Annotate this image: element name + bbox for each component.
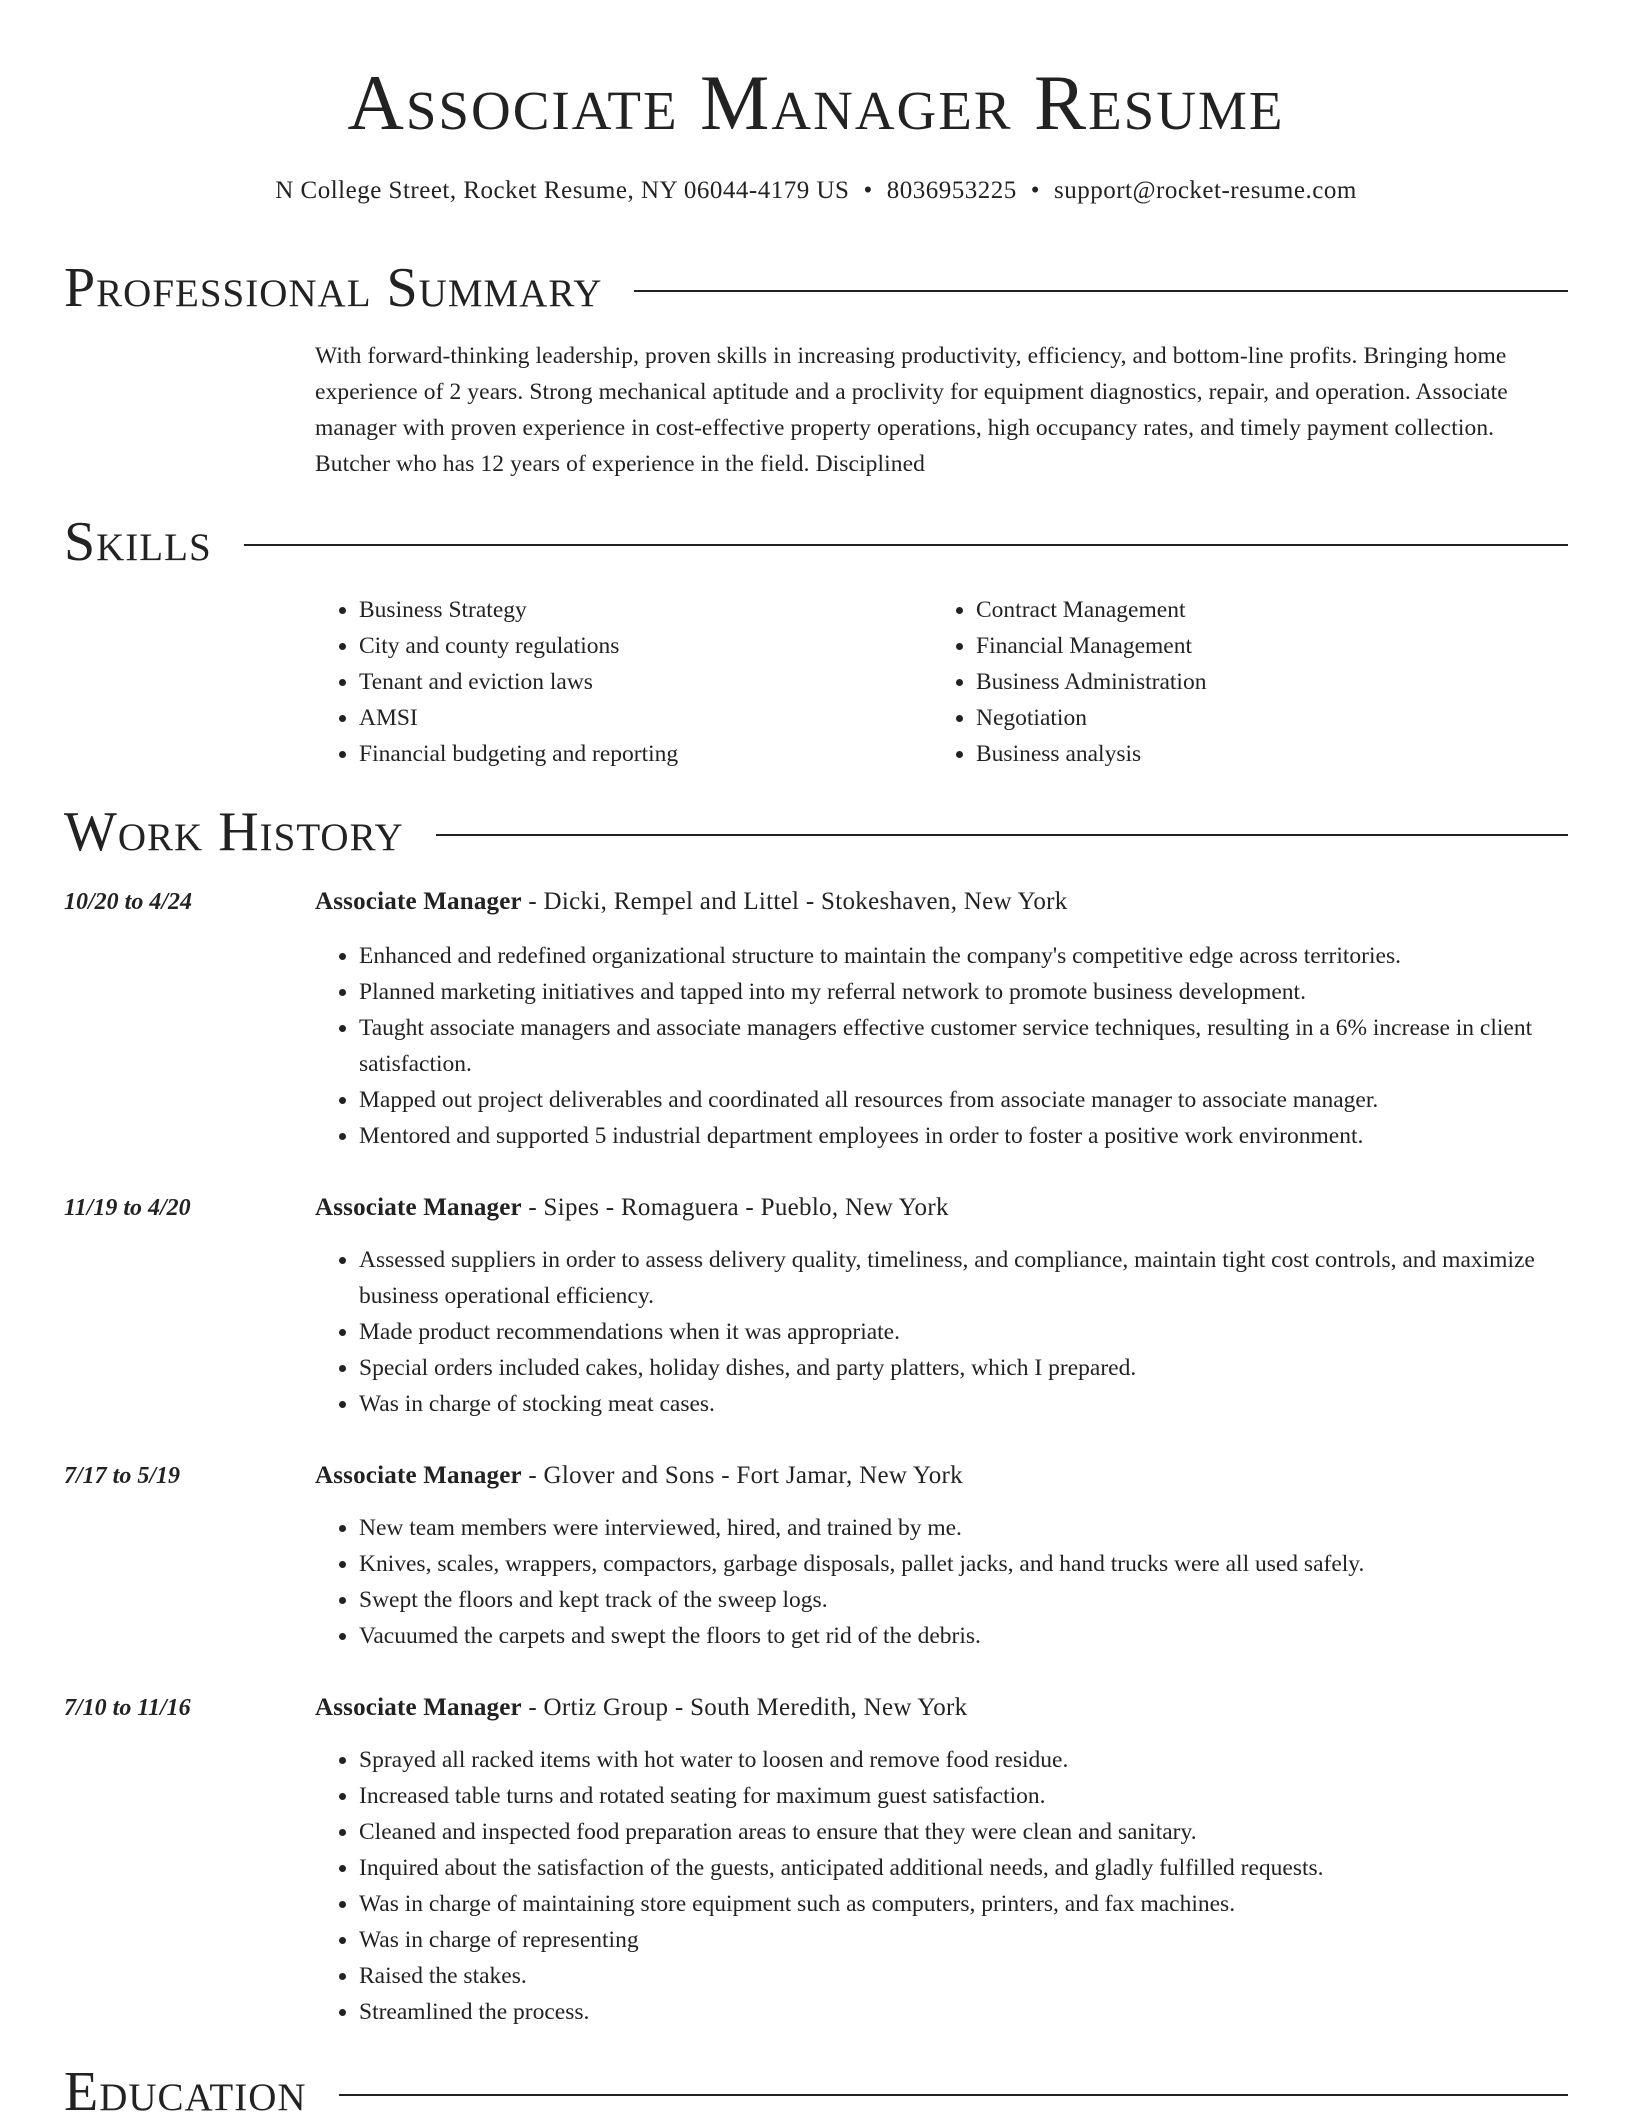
skill-item: • City and county regulations [359, 628, 932, 664]
contact-line [0, 176, 1632, 206]
skill-item: • Contract Management [976, 592, 1206, 628]
job-details: - Dicki, Rempel and Littel - Stokeshaven, New York [521, 888, 1068, 915]
job-bullet: • Made product recommendations when it was appropriate. [359, 1314, 1614, 1350]
job-bullet: • Increased table turns and rotated seating for maximum guest satisfaction. [359, 1778, 1614, 1814]
section-divider [436, 834, 1568, 836]
job-heading [315, 1690, 1570, 1726]
job-bullet: • Sprayed all racked items with hot water to loosen and remove food residue. [359, 1742, 1614, 1778]
section-heading-work-history [64, 802, 1568, 862]
section-title-summary: Professional Summary [64, 257, 603, 319]
job-details: - Ortiz Group - South Meredith, New York [521, 1694, 968, 1721]
job-heading [315, 1190, 1570, 1226]
skills-column-left [315, 592, 932, 772]
job-heading [315, 884, 1570, 920]
job-bullet: • Knives, scales, wrappers, compactors, garbage disposals, pallet jacks, and hand trucks were all used safely. [359, 1546, 1614, 1582]
job-details: - Sipes - Romaguera - Pueblo, New York [521, 1194, 949, 1221]
skill-item: • Business analysis [976, 736, 1206, 772]
section-title-education: Education [64, 2061, 307, 2123]
contact-separator: • [1030, 177, 1040, 204]
section-heading-summary [64, 258, 1568, 318]
summary-text: With forward-thinking leadership, proven skills in increasing productivity, efficiency, and bottom-line profits. Bringing home experience of 2 years. Strong mechanical aptitude and a proclivity for equipment diagnostics, repair, and operation. Associate manager with proven experience in cost-effective property operations, high occupancy rates, and timely payment collection. Butcher who has 12 years of experience in the field. Disciplined [315, 343, 1508, 477]
skill-item: • Business Administration [976, 664, 1206, 700]
section-title-work-history: Work History [64, 801, 404, 863]
skill-item: • Negotiation [976, 700, 1206, 736]
job-title: Associate Manager [315, 1462, 522, 1489]
job-bullet: • Raised the stakes. [359, 1958, 1614, 1994]
job-bullet: • Assessed suppliers in order to assess delivery quality, timeliness, and compliance, maintain tight cost controls, and maximize business operational efficiency. [359, 1242, 1614, 1314]
skill-item: • Financial budgeting and reporting [359, 736, 932, 772]
skill-item: • AMSI [359, 700, 932, 736]
job-bullet: • New team members were interviewed, hired, and trained by me. [359, 1510, 1614, 1546]
job-bullet: • Was in charge of representing [359, 1922, 1614, 1958]
job-bullet: • Was in charge of maintaining store equipment such as computers, printers, and fax machines. [359, 1886, 1614, 1922]
job-bullet: • Mentored and supported 5 industrial department employees in order to foster a positive work environment. [359, 1118, 1614, 1154]
job-heading [315, 1458, 1570, 1494]
skill-item: • Tenant and eviction laws [359, 664, 932, 700]
job-bullets [315, 1510, 1614, 1654]
job-bullets [315, 1742, 1614, 2030]
section-heading-skills [64, 512, 1568, 572]
job-dates: 10/20 to 4/24 [64, 889, 193, 915]
skill-item: • Financial Management [976, 628, 1206, 664]
section-divider [244, 544, 1568, 546]
skill-item: • Business Strategy [359, 592, 932, 628]
section-heading-education [64, 2062, 1568, 2122]
job-bullet: • Was in charge of stocking meat cases. [359, 1386, 1614, 1422]
job-bullet: • Taught associate managers and associate managers effective customer service techniques, resulting in a 6% increase in client satisfaction. [359, 1010, 1614, 1082]
contact-address: N College Street, Rocket Resume, NY 06044-4179 US [275, 177, 850, 204]
job-title: Associate Manager [315, 888, 522, 915]
job-bullet: • Vacuumed the carpets and swept the floors to get rid of the debris. [359, 1618, 1614, 1654]
job-bullets [315, 1242, 1614, 1422]
job-bullets [315, 938, 1614, 1154]
job-bullet: • Enhanced and redefined organizational structure to maintain the company's competitive edge across territories. [359, 938, 1614, 974]
job-title: Associate Manager [315, 1194, 522, 1221]
section-divider [634, 290, 1568, 292]
skills-list [315, 592, 1570, 772]
contact-separator: • [863, 177, 873, 204]
job-bullet: • Streamlined the process. [359, 1994, 1614, 2030]
job-details: - Glover and Sons - Fort Jamar, New York [521, 1462, 963, 1489]
skills-column-right [932, 592, 1206, 772]
section-title-skills: Skills [64, 511, 212, 573]
resume-title: Associate Manager Resume [347, 59, 1285, 146]
section-divider [339, 2094, 1568, 2096]
contact-email: support@rocket-resume.com [1053, 177, 1357, 204]
contact-phone: 8036953225 [886, 177, 1017, 204]
job-bullet: • Cleaned and inspected food preparation areas to ensure that they were clean and sanitary. [359, 1814, 1614, 1850]
job-dates: 11/19 to 4/20 [64, 1195, 191, 1221]
job-bullet: • Planned marketing initiatives and tapped into my referral network to promote business development. [359, 974, 1614, 1010]
job-bullet: • Swept the floors and kept track of the sweep logs. [359, 1582, 1614, 1618]
job-dates: 7/17 to 5/19 [64, 1463, 181, 1489]
job-bullet: • Mapped out project deliverables and coordinated all resources from associate manager to associate manager. [359, 1082, 1614, 1118]
job-bullet: • Special orders included cakes, holiday dishes, and party platters, which I prepared. [359, 1350, 1614, 1386]
job-dates: 7/10 to 11/16 [64, 1695, 191, 1721]
job-title: Associate Manager [315, 1694, 522, 1721]
job-bullet: • Inquired about the satisfaction of the guests, anticipated additional needs, and gladly fulfilled requests. [359, 1850, 1614, 1886]
